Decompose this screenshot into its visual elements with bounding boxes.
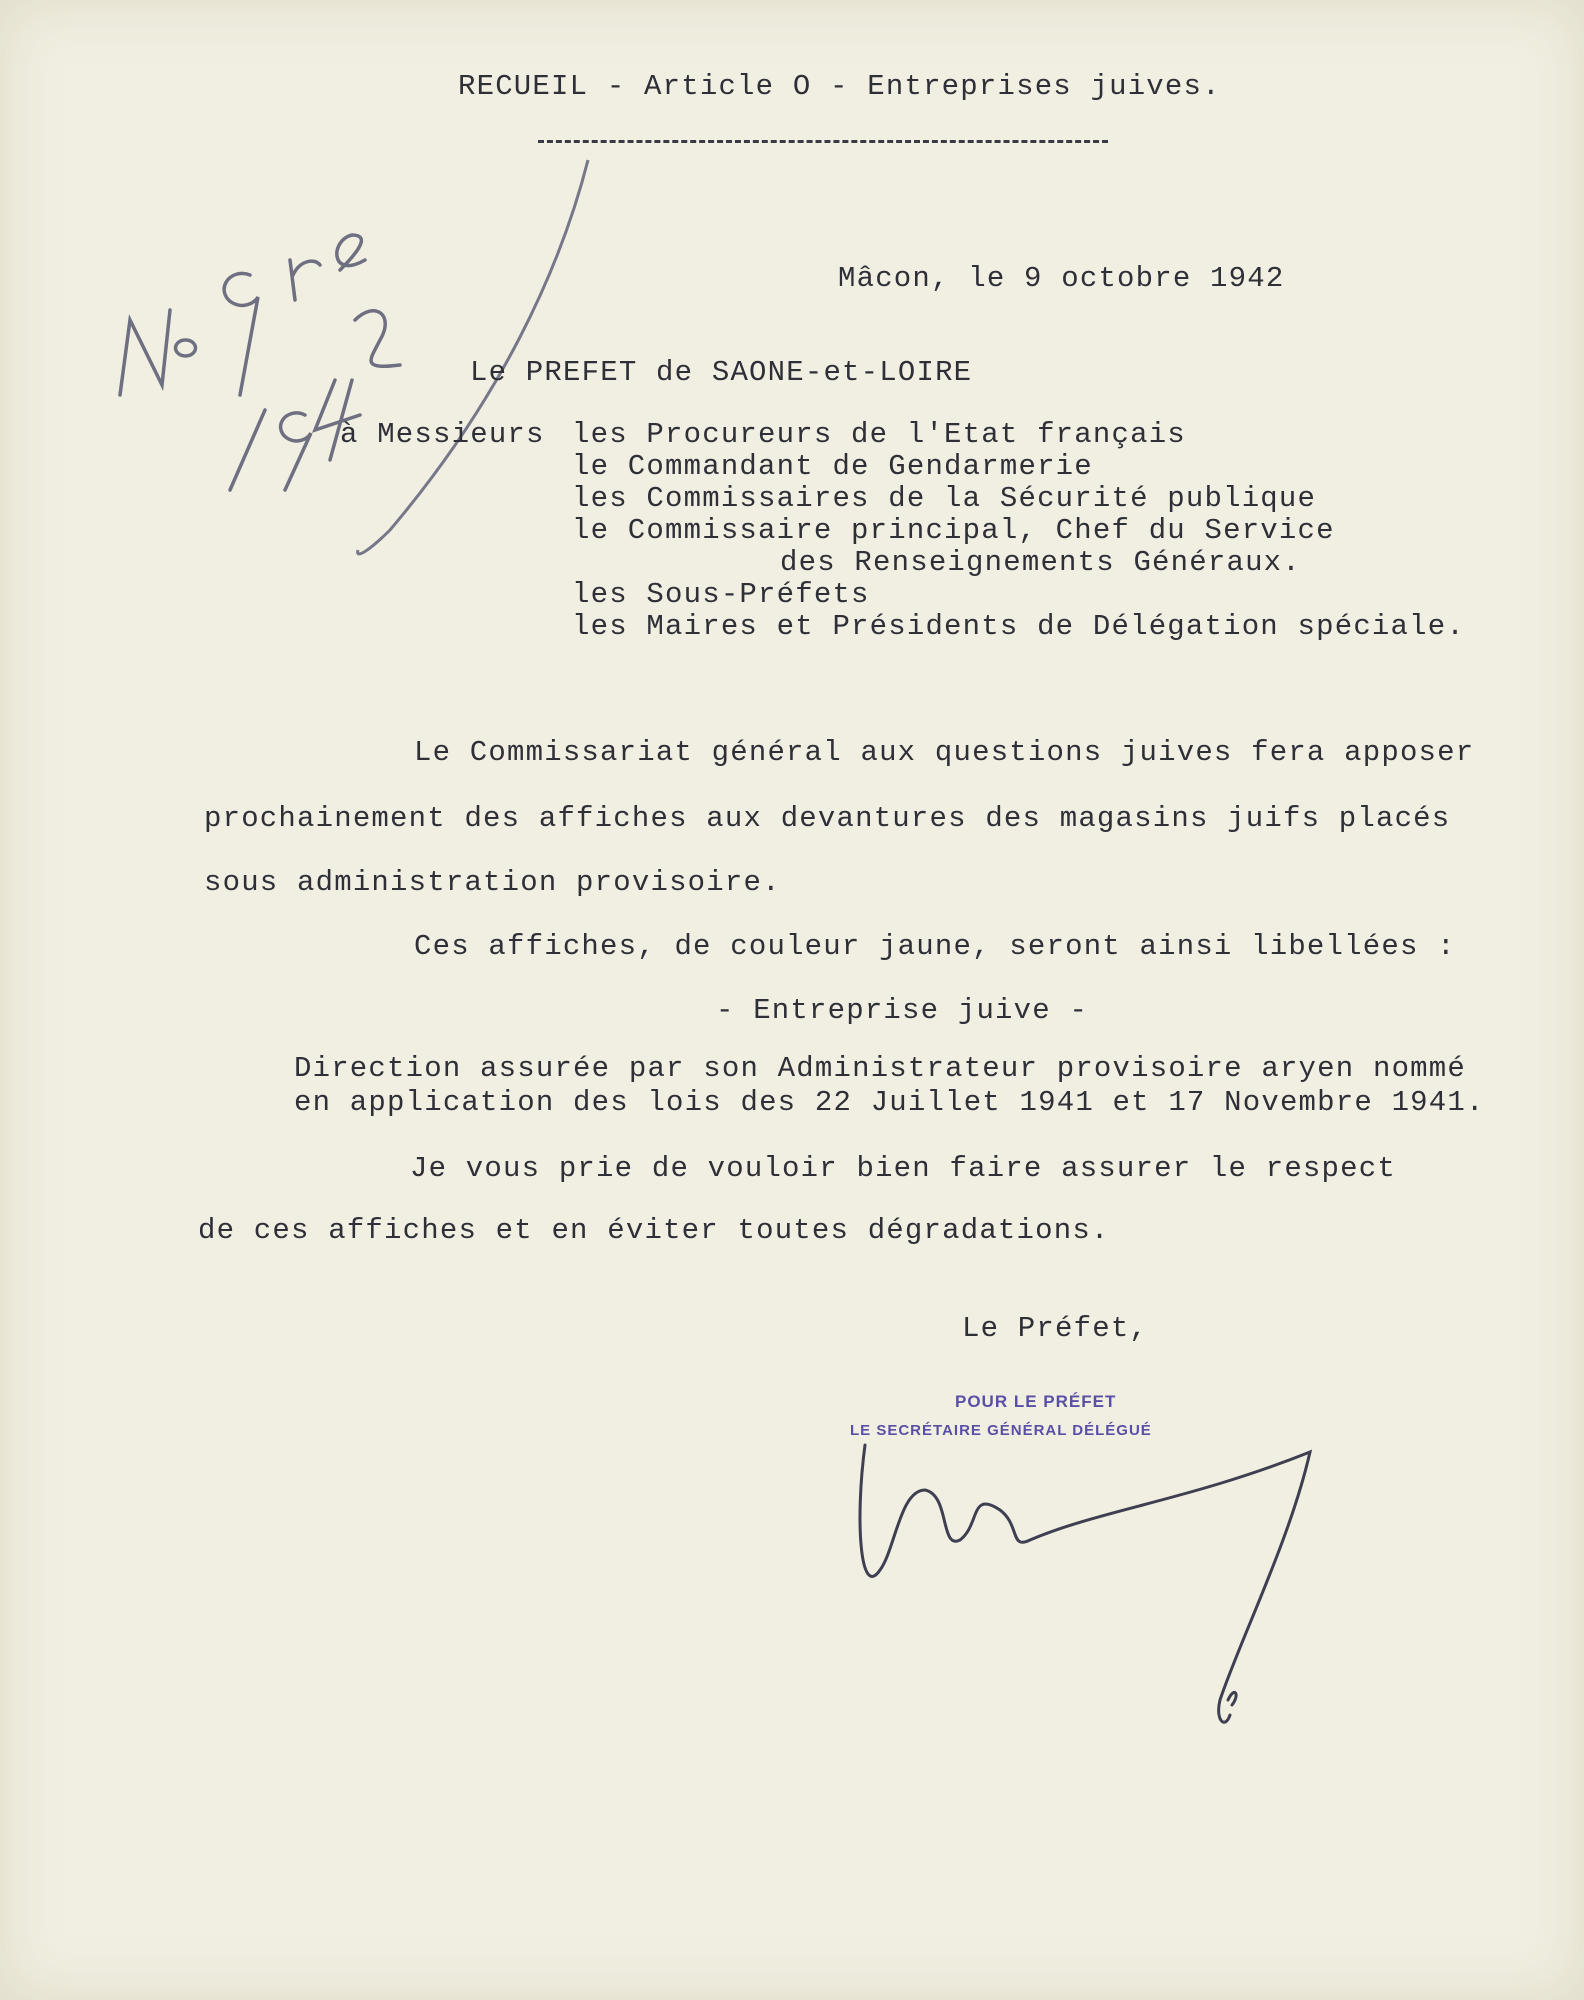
poster-text-line: Direction assurée par son Administrateur provisoire aryen nommé: [294, 1052, 1466, 1085]
paragraph-line: sous administration provisoire.: [204, 866, 781, 899]
poster-title: - Entreprise juive -: [716, 994, 1089, 1027]
paragraph-line: Ces affiches, de couleur jaune, seront ainsi libellées :: [414, 930, 1456, 963]
heading-underline: [538, 140, 1108, 143]
recipient-line: les Commissaires de la Sécurité publique: [572, 482, 1317, 515]
recipient-line: le Commissaire principal, Chef du Service: [572, 514, 1335, 547]
stamp-line: POUR LE PRÉFET: [955, 1392, 1117, 1411]
date-line: Mâcon, le 9 octobre 1942: [838, 262, 1285, 295]
recipient-line: les Procureurs de l'Etat français: [572, 418, 1186, 451]
recipients-intro: à Messieurs: [340, 418, 545, 451]
handwritten-annotation: [90, 190, 470, 530]
recipient-line: les Sous-Préfets: [572, 578, 870, 611]
paragraph-line: Je vous prie de vouloir bien faire assurer le respect: [410, 1152, 1396, 1185]
recipient-line: des Renseignements Généraux.: [780, 546, 1301, 579]
closing: Le Préfet,: [962, 1312, 1149, 1345]
paragraph-line: Le Commissariat général aux questions juives fera apposer: [414, 736, 1475, 769]
recipient-line: les Maires et Présidents de Délégation spéciale.: [572, 610, 1465, 643]
document-heading: RECUEIL - Article O - Entreprises juives.: [458, 70, 1221, 103]
poster-text-line: en application des lois des 22 Juillet 1941 et 17 Novembre 1941.: [294, 1086, 1485, 1119]
paragraph-line: prochainement des affiches aux devantures des magasins juifs placés: [204, 802, 1451, 835]
signature: [840, 1430, 1360, 1750]
recipient-line: le Commandant de Gendarmerie: [572, 450, 1093, 483]
paragraph-line: de ces affiches et en éviter toutes dégradations.: [198, 1214, 1110, 1247]
stamp-line: LE SECRÉTAIRE GÉNÉRAL DÉLÉGUÉ: [850, 1422, 1152, 1439]
sender-line: Le PREFET de SAONE-et-LOIRE: [470, 356, 973, 389]
